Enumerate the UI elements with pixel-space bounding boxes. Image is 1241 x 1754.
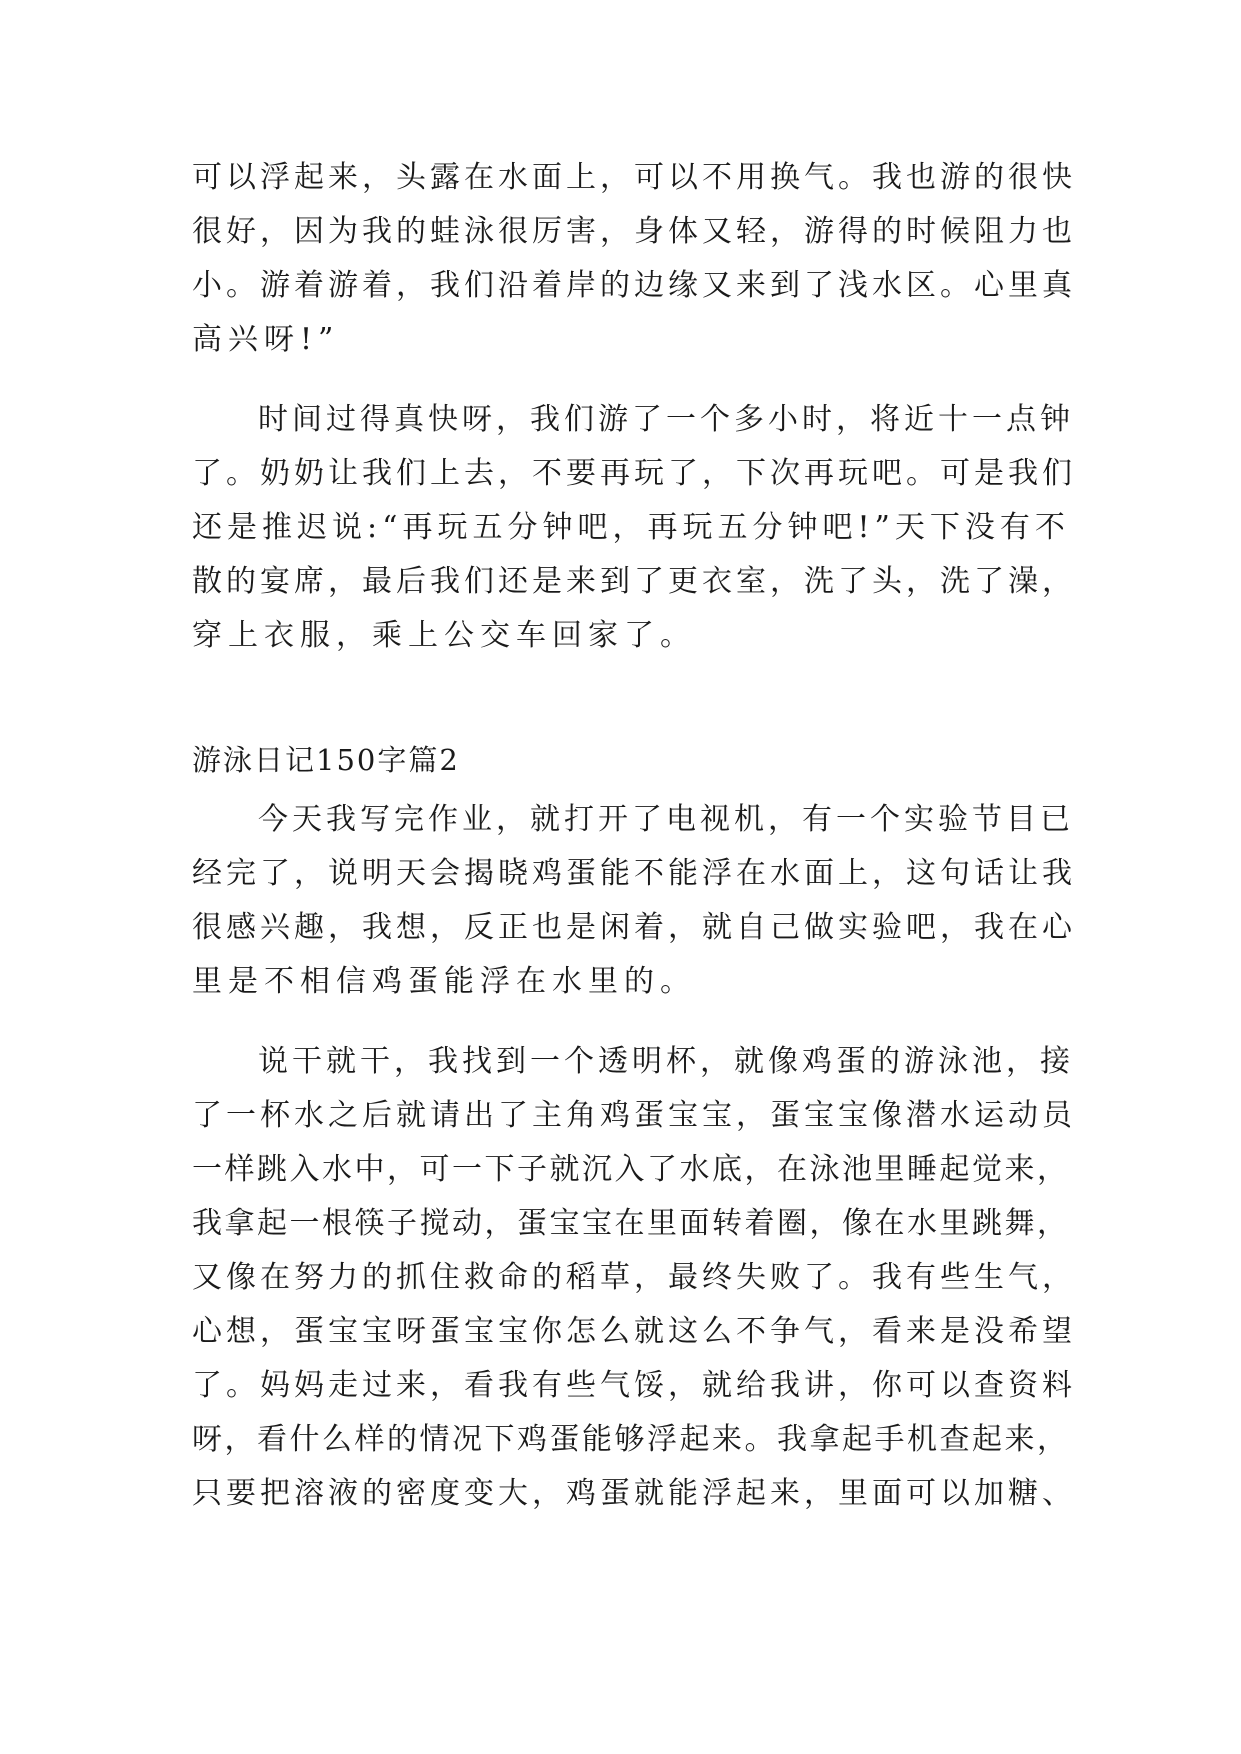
text-line: 了。奶奶让我们上去，不要再玩了，下次再玩吧。可是我们 bbox=[192, 456, 1076, 491]
text-line: 经完了，说明天会揭晓鸡蛋能不能浮在水面上，这句话让我 bbox=[192, 856, 1076, 891]
text-line: 小。游着游着，我们沿着岸的边缘又来到了浅水区。心里真 bbox=[192, 268, 1076, 303]
text-line: 很感兴趣，我想，反正也是闲着，就自己做实验吧，我在心 bbox=[192, 910, 1076, 945]
text-line: 心想，蛋宝宝呀蛋宝宝你怎么就这么不争气，看来是没希望 bbox=[192, 1314, 1076, 1349]
text-line: 时间过得真快呀，我们游了一个多小时，将近十一点钟 bbox=[258, 402, 1074, 437]
text-line: 今天我写完作业，就打开了电视机，有一个实验节目已 bbox=[258, 802, 1074, 837]
text-line: 呀，看什么样的情况下鸡蛋能够浮起来。我拿起手机查起来， bbox=[192, 1422, 1070, 1457]
text-line: 散的宴席，最后我们还是来到了更衣室，洗了头，洗了澡， bbox=[192, 564, 1076, 599]
text-line: 了。妈妈走过来，看我有些气馁，就给我讲，你可以查资料 bbox=[192, 1368, 1076, 1403]
text-line: 高兴呀!” bbox=[192, 322, 340, 357]
text-line: 只要把溶液的密度变大，鸡蛋就能浮起来，里面可以加糖、 bbox=[192, 1476, 1076, 1511]
text-line: 可以浮起来，头露在水面上，可以不用换气。我也游的很快 bbox=[192, 160, 1076, 195]
section-heading: 游泳日记150字篇2 bbox=[192, 743, 460, 777]
text-line: 穿上衣服，乘上公交车回家了。 bbox=[192, 618, 696, 653]
text-line: 说干就干，我找到一个透明杯，就像鸡蛋的游泳池，接 bbox=[258, 1044, 1074, 1079]
text-line: 一样跳入水中，可一下子就沉入了水底，在泳池里睡起觉来， bbox=[192, 1152, 1070, 1187]
text-line: 又像在努力的抓住救命的稻草，最终失败了。我有些生气， bbox=[192, 1260, 1076, 1295]
text-line: 了一杯水之后就请出了主角鸡蛋宝宝，蛋宝宝像潜水运动员 bbox=[192, 1098, 1076, 1133]
text-line: 还是推迟说:“再玩五分钟吧，再玩五分钟吧!”天下没有不 bbox=[192, 510, 1070, 545]
text-line: 里是不相信鸡蛋能浮在水里的。 bbox=[192, 964, 696, 999]
text-line: 很好，因为我的蛙泳很厉害，身体又轻，游得的时候阻力也 bbox=[192, 214, 1076, 249]
text-line: 我拿起一根筷子搅动，蛋宝宝在里面转着圈，像在水里跳舞， bbox=[192, 1206, 1070, 1241]
